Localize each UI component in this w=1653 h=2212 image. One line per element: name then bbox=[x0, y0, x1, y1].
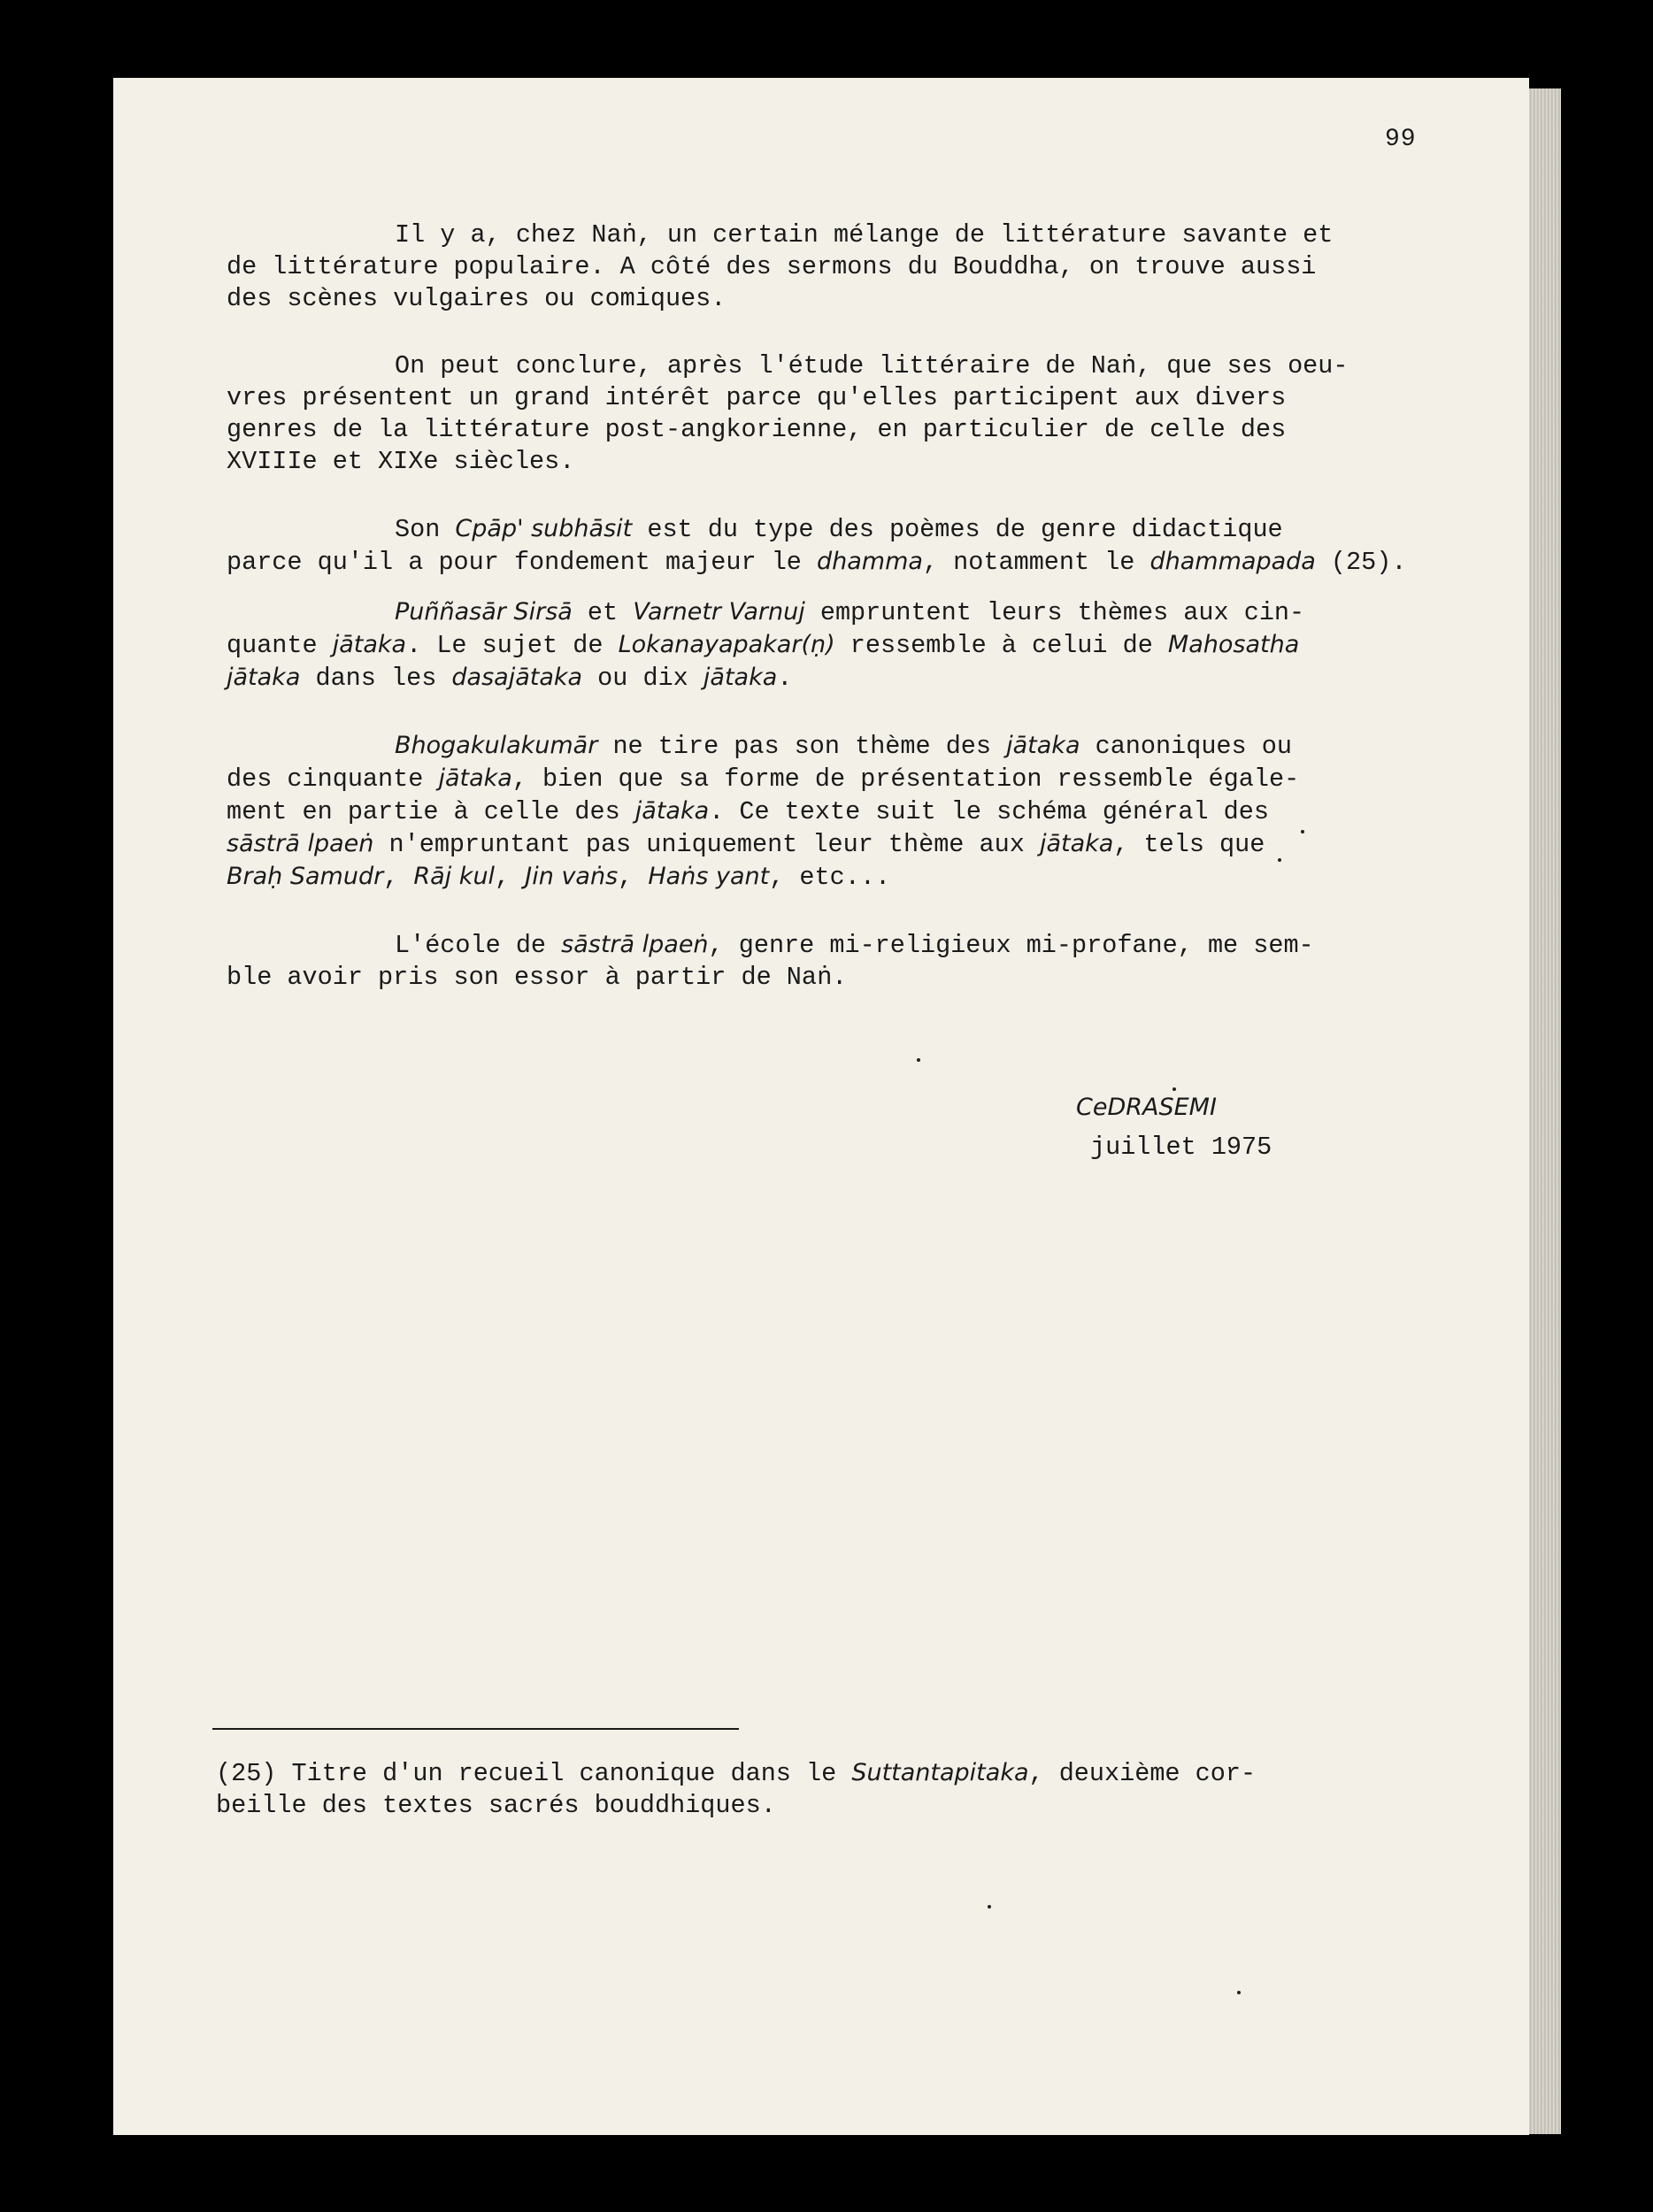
text-line bbox=[227, 662, 1465, 695]
text-segment: ment en partie à celle des bbox=[227, 797, 635, 826]
paragraph-2 bbox=[227, 350, 1465, 478]
paragraph-3 bbox=[227, 513, 1465, 579]
text-segment: , etc... bbox=[769, 863, 891, 892]
italic-title: Braḥ Samudr bbox=[227, 863, 384, 890]
footnote bbox=[216, 1757, 1455, 1822]
text-segment: n'empruntant pas uniquement leur thème aux bbox=[373, 830, 1040, 859]
text-segment: , deuxième cor- bbox=[1028, 1759, 1257, 1788]
text-line bbox=[227, 795, 1465, 828]
text-line: ble avoir pris son essor à partir de Naṅ. bbox=[227, 963, 848, 992]
text-line: beille des textes sacrés bouddhiques. bbox=[216, 1791, 776, 1820]
italic-term: jātaka bbox=[332, 631, 407, 658]
italic-title: Suttantapitaka bbox=[851, 1759, 1029, 1786]
italic-title: Lokanayapakar(ṇ) bbox=[618, 631, 835, 658]
italic-title: Jin vaṅs bbox=[525, 863, 619, 890]
text-segment: est du type des poèmes de genre didactique bbox=[632, 515, 1283, 544]
text-line: de littérature populaire. A côté des sermons du Bouddha, on trouve aussi bbox=[227, 252, 1317, 281]
italic-term: sāstrā lpaeṅ bbox=[227, 830, 374, 857]
main-text bbox=[227, 219, 1465, 1029]
italic-title: Cpāp' subhāsit bbox=[455, 515, 633, 542]
italic-term: jātaka bbox=[1039, 830, 1114, 857]
text-line bbox=[216, 1757, 1455, 1790]
paragraph-6 bbox=[227, 929, 1465, 994]
italic-term: dhamma bbox=[817, 548, 923, 575]
text-line: Il y a, chez Naṅ, un certain mélange de littérature savante et bbox=[395, 220, 1334, 250]
text-segment: (25) Titre d'un recueil canonique dans le bbox=[216, 1759, 852, 1788]
text-segment: , tels que bbox=[1113, 830, 1265, 859]
italic-title: Bhogakulakumār bbox=[395, 732, 598, 759]
text-segment: , bbox=[495, 863, 526, 892]
text-segment: Son bbox=[395, 515, 456, 544]
text-line: des scènes vulgaires ou comiques. bbox=[227, 284, 727, 313]
footnote-ref: (25). bbox=[1315, 548, 1407, 577]
text-line bbox=[227, 596, 1465, 629]
text-line bbox=[227, 629, 1465, 662]
italic-title: Rāj kul bbox=[413, 863, 496, 890]
ink-speck bbox=[917, 1058, 920, 1062]
signature-date: juillet 1975 bbox=[1090, 1133, 1272, 1162]
footnote-divider bbox=[212, 1728, 739, 1730]
paragraph-5 bbox=[227, 730, 1465, 894]
text-segment: ne tire pas son thème des bbox=[597, 732, 1007, 761]
text-line bbox=[227, 861, 1465, 894]
text-segment: dans les bbox=[300, 664, 452, 693]
ink-speck bbox=[1172, 1087, 1176, 1091]
signature-author: CeDRASEMI bbox=[1076, 1094, 1217, 1121]
text-segment: , notamment le bbox=[922, 548, 1150, 577]
italic-title: Mahosatha bbox=[1167, 631, 1300, 658]
text-line bbox=[227, 513, 1465, 546]
text-segment: et bbox=[572, 598, 634, 627]
text-segment: canoniques ou bbox=[1080, 732, 1292, 761]
text-segment: des cinquante bbox=[227, 764, 439, 794]
ink-speck bbox=[1278, 858, 1281, 862]
page-number: 99 bbox=[1385, 126, 1417, 153]
italic-term: jātaka bbox=[1006, 732, 1080, 759]
italic-title: Puññasār Sirsā bbox=[395, 598, 573, 626]
text-segment: ou dix bbox=[582, 664, 703, 693]
ink-speck bbox=[988, 1905, 991, 1909]
text-segment: . Le sujet de bbox=[406, 631, 619, 660]
text-line bbox=[227, 929, 1465, 962]
text-segment: parce qu'il a pour fondement majeur le bbox=[227, 548, 818, 577]
text-segment: L'école de bbox=[395, 931, 562, 960]
italic-term: dhammapada bbox=[1149, 548, 1316, 575]
text-line bbox=[227, 763, 1465, 795]
text-line: On peut conclure, après l'étude littéraire de Naṅ, que ses oeu- bbox=[395, 351, 1349, 380]
italic-term: jātaka bbox=[703, 664, 778, 691]
text-line bbox=[227, 546, 1465, 579]
italic-title: Varnetr Varnuj bbox=[633, 598, 805, 626]
text-line bbox=[227, 828, 1465, 861]
text-segment: . Ce texte suit le schéma général des bbox=[709, 797, 1269, 826]
paragraph-4 bbox=[227, 596, 1465, 695]
text-segment: , bien que sa forme de présentation ressemble égale- bbox=[511, 764, 1300, 794]
italic-term: sāstrā lpaeṅ bbox=[561, 931, 709, 958]
text-segment: , genre mi-religieux mi-profane, me sem- bbox=[708, 931, 1314, 960]
text-line: genres de la littérature post-angkorienne, en particulier de celle des bbox=[227, 415, 1287, 444]
book-page bbox=[113, 78, 1529, 2135]
text-segment: . bbox=[777, 664, 793, 693]
ink-speck bbox=[1301, 830, 1304, 833]
text-segment: ressemble à celui de bbox=[834, 631, 1168, 660]
page-edge bbox=[1529, 88, 1561, 2134]
italic-term: jātaka bbox=[634, 797, 710, 825]
text-line: XVIIIe et XIXe siècles. bbox=[227, 447, 575, 476]
text-line: vres présentent un grand intérêt parce qu'elles participent aux divers bbox=[227, 383, 1287, 412]
ink-speck bbox=[1237, 1991, 1241, 1994]
text-segment: empruntent leurs thèmes aux cin- bbox=[804, 598, 1305, 627]
text-segment: quante bbox=[227, 631, 333, 660]
text-segment: , bbox=[618, 863, 649, 892]
text-line bbox=[227, 730, 1465, 763]
italic-term: dasajātaka bbox=[451, 664, 583, 691]
italic-term: jātaka bbox=[227, 664, 301, 691]
paragraph-1 bbox=[227, 219, 1465, 315]
text-segment: , bbox=[383, 863, 414, 892]
italic-title: Haṅs yant bbox=[648, 863, 770, 890]
italic-term: jātaka bbox=[438, 764, 512, 792]
